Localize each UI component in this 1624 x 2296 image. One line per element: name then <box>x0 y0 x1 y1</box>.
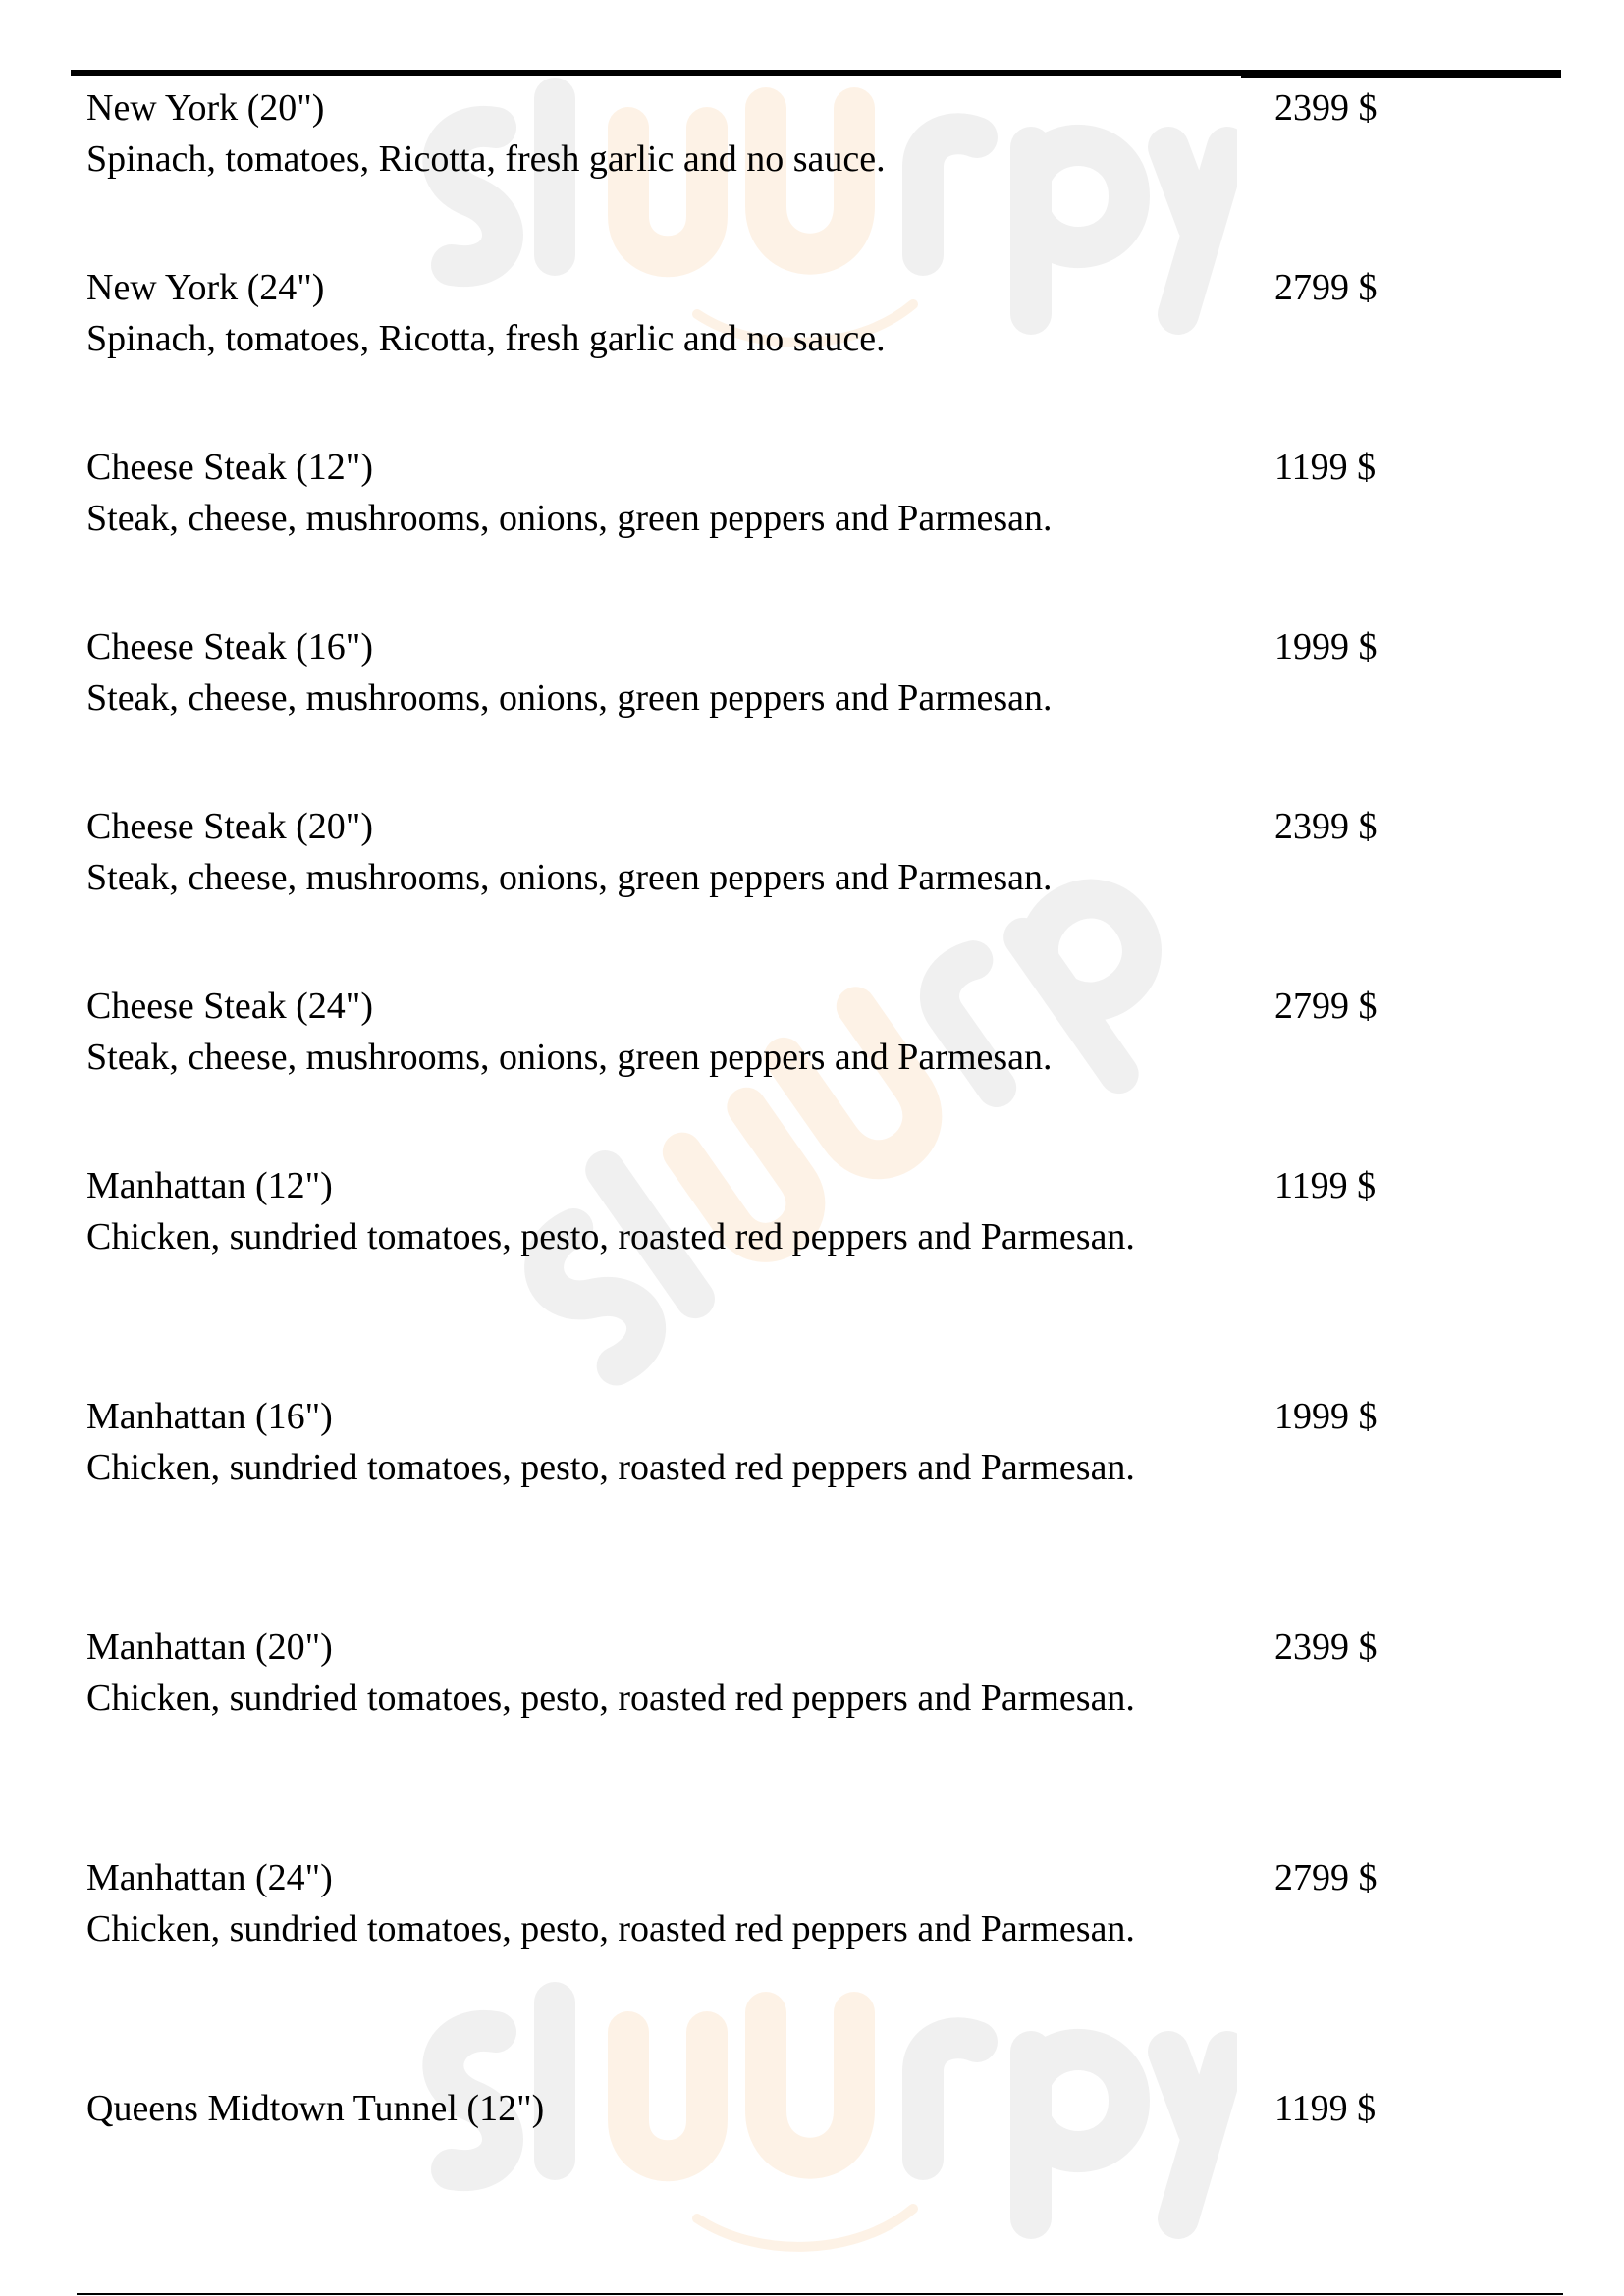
menu-item-price: 2399 $ <box>1274 806 1378 847</box>
menu-item-description: Spinach, tomatoes, Ricotta, fresh garlic and no sauce. <box>86 138 886 180</box>
menu-item-text <box>86 442 1235 544</box>
menu-item-text <box>86 82 1235 185</box>
top-rule-accent <box>1241 75 1561 78</box>
menu-item-price: 2799 $ <box>1274 267 1378 308</box>
menu-item-description: Chicken, sundried tomatoes, pesto, roasted red peppers and Parmesan. <box>86 1678 1135 1719</box>
menu-item-text <box>86 262 1235 364</box>
menu-item-text <box>86 621 1235 723</box>
menu-item-name: Cheese Steak (12") <box>86 447 373 488</box>
bottom-rule <box>77 2293 1563 2295</box>
menu-item-description: Steak, cheese, mushrooms, onions, green peppers and Parmesan. <box>86 857 1053 898</box>
menu-item-description: Chicken, sundried tomatoes, pesto, roasted red peppers and Parmesan. <box>86 1908 1135 1949</box>
menu-item-price: 1199 $ <box>1274 1165 1377 1206</box>
menu-item-name: Cheese Steak (16") <box>86 626 373 667</box>
menu-item-price: 1999 $ <box>1274 1396 1378 1437</box>
menu-item-price: 1199 $ <box>1274 2088 1377 2129</box>
menu-item-description: Steak, cheese, mushrooms, onions, green peppers and Parmesan. <box>86 498 1053 539</box>
menu-item-text <box>86 1852 1235 1954</box>
menu-item-text <box>86 1391 1235 1493</box>
menu-item-text <box>86 2083 1235 2134</box>
menu-item-text <box>86 981 1235 1083</box>
menu-item-description: Chicken, sundried tomatoes, pesto, roasted red peppers and Parmesan. <box>86 1447 1135 1488</box>
menu-item-price: 2799 $ <box>1274 986 1378 1027</box>
menu-item-price: 2799 $ <box>1274 1857 1378 1898</box>
menu-item-name: Queens Midtown Tunnel (12") <box>86 2088 545 2129</box>
menu-item-name: Cheese Steak (24") <box>86 986 373 1027</box>
menu-item-name: Manhattan (16") <box>86 1396 333 1437</box>
menu-item-description: Steak, cheese, mushrooms, onions, green peppers and Parmesan. <box>86 1037 1053 1078</box>
menu-item-description: Spinach, tomatoes, Ricotta, fresh garlic and no sauce. <box>86 318 886 359</box>
menu-item-name: Manhattan (20") <box>86 1627 333 1668</box>
menu-item-text <box>86 1622 1235 1724</box>
slurpy-watermark-logo-middle <box>461 844 1168 1394</box>
menu-item-text <box>86 1160 1235 1262</box>
menu-item-description: Steak, cheese, mushrooms, onions, green peppers and Parmesan. <box>86 677 1053 719</box>
menu-item-description: Chicken, sundried tomatoes, pesto, roasted red peppers and Parmesan. <box>86 1216 1135 1257</box>
menu-item-text <box>86 801 1235 903</box>
menu-item-price: 2399 $ <box>1274 1627 1378 1668</box>
menu-item-name: Cheese Steak (20") <box>86 806 373 847</box>
menu-item-price: 1199 $ <box>1274 447 1377 488</box>
menu-item-price: 1999 $ <box>1274 626 1378 667</box>
menu-item-name: Manhattan (12") <box>86 1165 333 1206</box>
menu-item-name: New York (24") <box>86 267 325 308</box>
menu-item-price: 2399 $ <box>1274 87 1378 129</box>
menu-item-name: Manhattan (24") <box>86 1857 333 1898</box>
menu-item-name: New York (20") <box>86 87 325 129</box>
